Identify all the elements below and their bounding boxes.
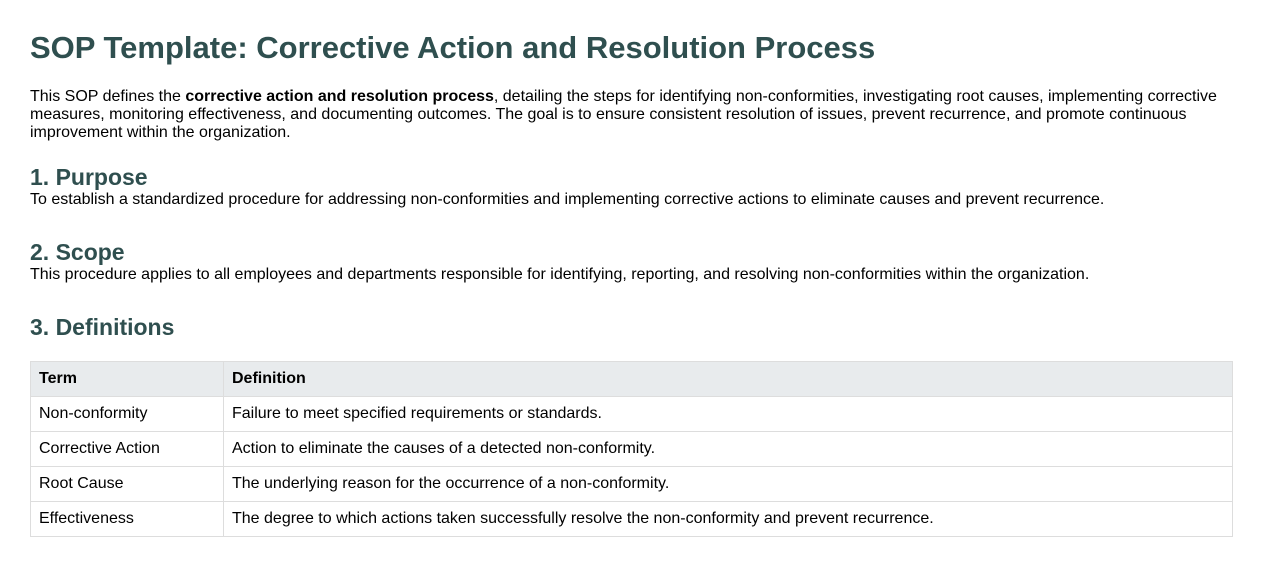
definitions-heading: 3. Definitions [30, 314, 175, 340]
intro-paragraph [30, 88, 1230, 142]
intro-text-end: , detailing the steps for identifying non-conformities, investigating root causes, implementing corrective measures, monitoring effectiveness, and documenting outcomes. The goal is to ensure consistent resolution of issues, prevent recurrence, and promote continuous improvement within the organization. [30, 88, 1217, 141]
table-row [31, 397, 1233, 432]
definition-cell: The degree to which actions taken successfully resolve the non-conformity and prevent recurrence. [224, 502, 1233, 537]
term-cell: Corrective Action [31, 432, 224, 467]
definition-cell: The underlying reason for the occurrence of a non-conformity. [224, 467, 1233, 502]
purpose-text: To establish a standardized procedure for addressing non-conformities and implementing corrective actions to eliminate causes and prevent recurrence. [30, 191, 1105, 208]
intro-text-start: This SOP defines the [30, 88, 186, 105]
term-cell: Non-conformity [31, 397, 224, 432]
table-row [31, 502, 1233, 537]
table-header-row [31, 362, 1233, 397]
scope-text: This procedure applies to all employees and departments responsible for identifying, reporting, and resolving non-conformities within the organization. [30, 266, 1090, 283]
column-header-definition: Definition [224, 362, 1233, 397]
purpose-heading: 1. Purpose [30, 164, 148, 190]
scope-heading: 2. Scope [30, 239, 125, 265]
term-cell: Effectiveness [31, 502, 224, 537]
page-title: SOP Template: Corrective Action and Resolution Process [30, 30, 876, 65]
intro-bold-phrase: corrective action and resolution process [185, 88, 494, 105]
term-cell: Root Cause [31, 467, 224, 502]
table-row [31, 467, 1233, 502]
table-row [31, 432, 1233, 467]
column-header-term: Term [31, 362, 224, 397]
definition-cell: Action to eliminate the causes of a detected non-conformity. [224, 432, 1233, 467]
definitions-table [30, 361, 1233, 537]
definition-cell: Failure to meet specified requirements or standards. [224, 397, 1233, 432]
